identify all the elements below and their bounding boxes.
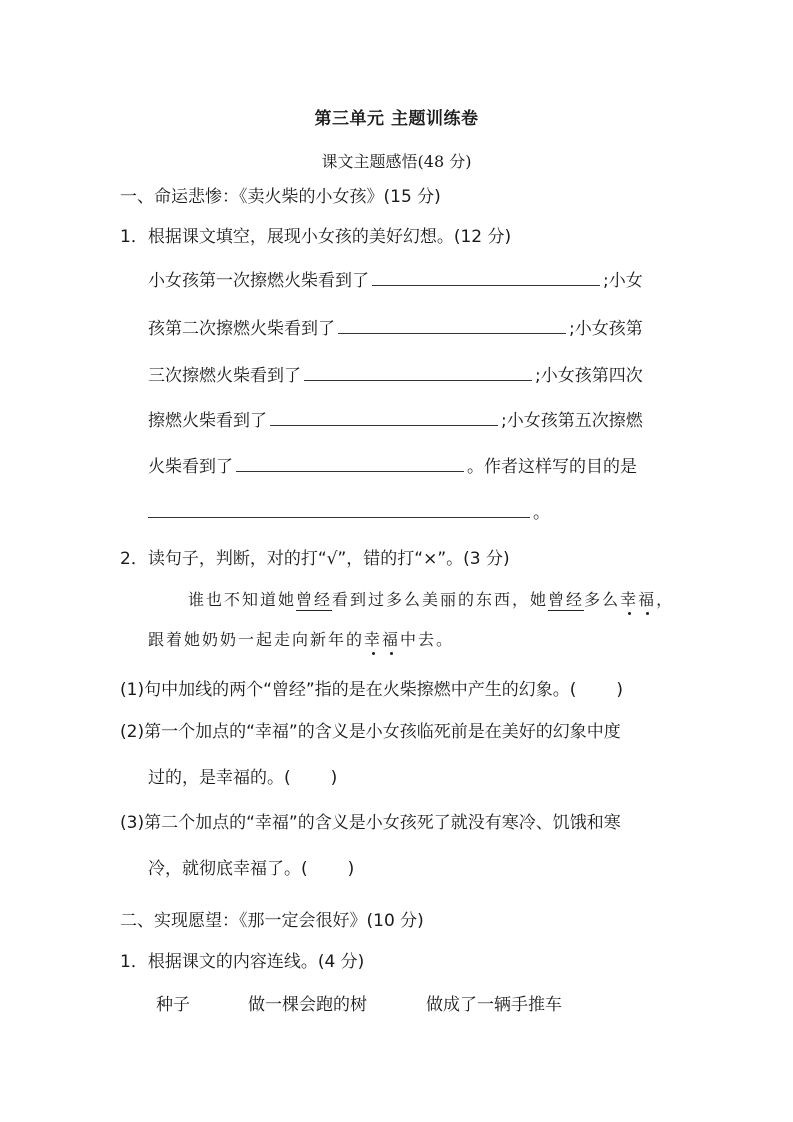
fill-line-5 bbox=[148, 452, 637, 477]
judge-text: 冷，就彻底幸福了。( bbox=[148, 859, 308, 879]
judge-item-1 bbox=[120, 675, 623, 700]
section-2-heading: 二、实现愿望：《那一定会很好》(10 分) bbox=[120, 911, 424, 931]
fill-text: ;小女 bbox=[603, 271, 643, 291]
judge-item-2-cont bbox=[148, 763, 337, 788]
page-title: 第三单元 主题训练卷 bbox=[314, 109, 479, 129]
quote-text: ， bbox=[656, 590, 675, 609]
answer-blank-2[interactable] bbox=[338, 317, 566, 334]
quote-text: 谁也不知道她 bbox=[188, 590, 297, 609]
dotted-char: 幸 bbox=[620, 590, 639, 609]
fill-line-4 bbox=[148, 406, 643, 431]
answer-blank-4[interactable] bbox=[270, 409, 498, 426]
page-subtitle: 课文主题感悟(48 分) bbox=[321, 152, 472, 171]
section-1-heading: 一、命运悲惨：《卖火柴的小女孩》(15 分) bbox=[120, 187, 441, 207]
dotted-char: 幸 bbox=[364, 630, 383, 649]
match-item-col2[interactable]: 做一棵会跑的树 bbox=[248, 995, 367, 1015]
quote-text: 跟着她奶奶一起走向新年的 bbox=[148, 630, 365, 649]
fill-text: 。作者这样写的目的是 bbox=[467, 457, 637, 477]
answer-blank-1[interactable] bbox=[372, 269, 600, 286]
quote-text: 多么 bbox=[584, 590, 621, 609]
judge-text: 过的，是幸福的。( bbox=[148, 768, 291, 788]
judge-item-3: (3)第二个加点的“幸福”的含义是小女孩死了就没有寒冷、饥饿和寒 bbox=[120, 813, 621, 833]
fill-text: 。 bbox=[533, 503, 550, 523]
answer-blank-5[interactable] bbox=[236, 455, 464, 472]
question-2-prompt: 2．读句子，判断，对的打“√”，错的打“×”。(3 分) bbox=[120, 549, 510, 569]
dotted-char: 福 bbox=[382, 630, 401, 649]
question-1-prompt: 1．根据课文填空，展现小女孩的美好幻想。(12 分) bbox=[120, 227, 512, 247]
judge-item-2: (2)第一个加点的“幸福”的含义是小女孩临死前是在美好的幻象中度 bbox=[120, 722, 621, 742]
answer-blank-6[interactable] bbox=[148, 501, 530, 518]
fill-text: 孩第二次擦燃火柴看到了 bbox=[148, 319, 335, 339]
fill-line-1 bbox=[148, 266, 643, 291]
quoted-passage-line-1 bbox=[188, 587, 674, 610]
quoted-passage-line-2 bbox=[148, 627, 454, 650]
section-2-question-1-prompt: 1．根据课文的内容连线。(4 分) bbox=[120, 952, 365, 972]
fill-text: 小女孩第一次擦燃火柴看到了 bbox=[148, 271, 369, 291]
dotted-char: 福 bbox=[638, 590, 657, 609]
underlined-word: 曾经 bbox=[548, 590, 585, 609]
quote-text: 看到过多么美丽的东西，她 bbox=[332, 590, 549, 609]
underlined-word: 曾经 bbox=[296, 590, 333, 609]
fill-text: ;小女孩第五次擦燃 bbox=[501, 411, 643, 431]
paren-close: ) bbox=[347, 859, 355, 879]
fill-line-6 bbox=[148, 498, 550, 523]
fill-text: 三次擦燃火柴看到了 bbox=[148, 366, 301, 386]
fill-text: 火柴看到了 bbox=[148, 457, 233, 477]
match-item-col3[interactable]: 做成了一辆手推车 bbox=[426, 995, 562, 1015]
fill-text: ;小女孩第四次 bbox=[535, 366, 643, 386]
quote-text: 中去。 bbox=[400, 630, 455, 649]
judge-text: (1)句中加线的两个“曾经”指的是在火柴擦燃中产生的幻象。( bbox=[120, 680, 577, 700]
fill-text: ;小女孩第 bbox=[569, 319, 643, 339]
paren-close: ) bbox=[330, 768, 338, 788]
paren-close: ) bbox=[616, 680, 623, 700]
answer-blank-3[interactable] bbox=[304, 364, 532, 381]
match-item-col1[interactable]: 种子 bbox=[156, 995, 190, 1015]
fill-text: 擦燃火柴看到了 bbox=[148, 411, 267, 431]
judge-item-3-cont bbox=[148, 854, 354, 879]
fill-line-3 bbox=[148, 361, 643, 386]
fill-line-2 bbox=[148, 314, 643, 339]
